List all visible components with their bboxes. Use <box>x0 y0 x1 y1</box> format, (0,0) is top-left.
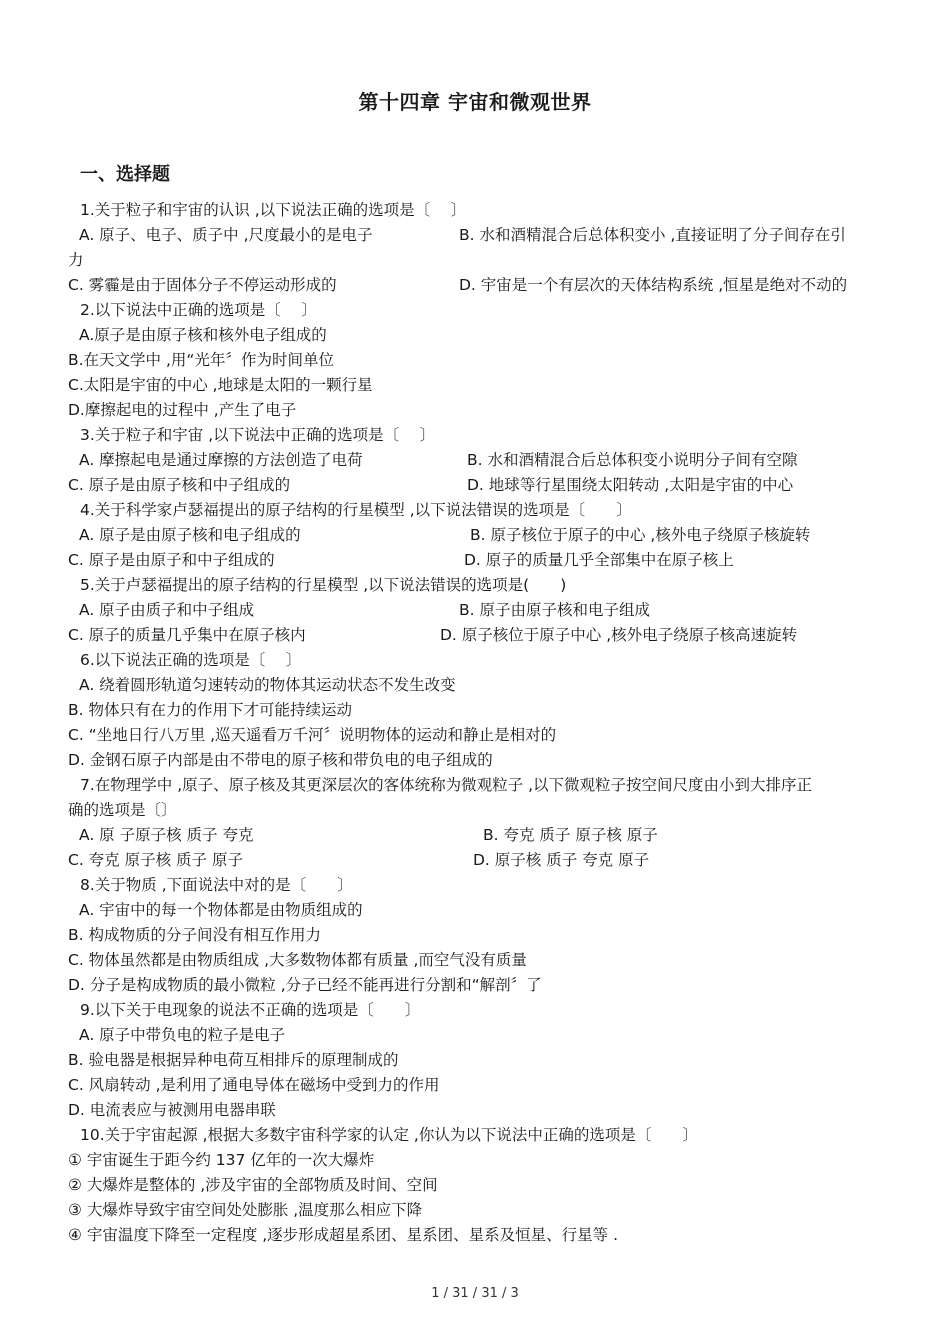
question-3-option-d: D. 地球等行星围绕太阳转动 ,太阳是宇宙的中心 <box>467 476 794 494</box>
page-title: 第十四章 宇宙和微观世界 <box>358 90 592 114</box>
question-4-option-d: D. 原子的质量几乎全部集中在原子核上 <box>464 551 734 569</box>
question-1-option-d: D. 宇宙是一个有层次的天体结构系统 ,恒星是绝对不动的 <box>459 276 848 294</box>
question-9-stem: 9.以下关于电现象的说法不正确的选项是〔 〕 <box>80 1001 421 1019</box>
question-10-item-2: ② 大爆炸是整体的 ,涉及宇宙的全部物质及时间、空间 <box>68 1176 438 1194</box>
question-5-option-b: B. 原子由原子核和电子组成 <box>459 601 650 619</box>
question-10-item-1: ① 宇宙诞生于距今约 137 亿年的一次大爆炸 <box>68 1151 375 1169</box>
question-2-option-a: A.原子是由原子核和核外电子组成的 <box>79 326 327 344</box>
question-5-option-d: D. 原子核位于原子中心 ,核外电子绕原子核高速旋转 <box>440 626 798 644</box>
question-2-option-d: D.摩擦起电的过程中 ,产生了电子 <box>68 401 297 419</box>
question-9-option-a: A. 原子中带负电的粒子是电子 <box>79 1026 286 1044</box>
question-8-stem: 8.关于物质 ,下面说法中对的是〔 〕 <box>80 876 353 894</box>
question-6-stem: 6.以下说法正确的选项是〔 〕 <box>80 651 302 669</box>
question-2-option-b: B.在天文学中 ,用“光年〞作为时间单位 <box>68 351 334 369</box>
question-7-option-c: C. 夸克 原子核 质子 原子 <box>68 851 243 869</box>
question-4-option-b: B. 原子核位于原子的中心 ,核外电子绕原子核旋转 <box>470 526 811 544</box>
question-6-option-a: A. 绕着圆形轨道匀速转动的物体其运动状态不发生改变 <box>79 676 456 694</box>
question-8-option-d: D. 分子是构成物质的最小微粒 ,分子已经不能再进行分割和“解剖〞了 <box>68 976 542 994</box>
question-1-option-b: B. 水和酒精混合后总体积变小 ,直接证明了分子间存在引 <box>459 226 846 244</box>
page-number: 1 / 31 / 31 / 3 <box>431 1286 519 1301</box>
question-3-option-a: A. 摩擦起电是通过摩擦的方法创造了电荷 <box>79 451 363 469</box>
question-1-stem: 1.关于粒子和宇宙的认识 ,以下说法正确的选项是〔 〕 <box>80 201 467 219</box>
question-6-option-c: C. “坐地日行八万里 ,巡天遥看万千河〞说明物体的运动和静止是相对的 <box>68 726 557 744</box>
question-1-option-c: C. 雾霾是由于固体分子不停运动形成的 <box>68 276 337 294</box>
question-4-stem: 4.关于科学家卢瑟福提出的原子结构的行星模型 ,以下说法错误的选项是〔 〕 <box>80 501 632 519</box>
question-3-option-b: B. 水和酒精混合后总体积变小说明分子间有空隙 <box>467 451 798 469</box>
question-5-option-a: A. 原子由质子和中子组成 <box>79 601 255 619</box>
question-10-item-3: ③ 大爆炸导致宇宙空间处处膨胀 ,温度那么相应下降 <box>68 1201 423 1219</box>
question-10-stem: 10.关于宇宙起源 ,根据大多数宇宙科学家的认定 ,你认为以下说法中正确的选项是〔 〕 <box>80 1126 698 1144</box>
question-6-option-b: B. 物体只有在力的作用下才可能持续运动 <box>68 701 352 719</box>
question-10-item-4: ④ 宇宙温度下降至一定程度 ,逐步形成超星系团、星系团、星系及恒星、行星等 . <box>68 1226 619 1244</box>
question-3-stem: 3.关于粒子和宇宙 ,以下说法中正确的选项是〔 〕 <box>80 426 436 444</box>
question-2-stem: 2.以下说法中正确的选项是〔 〕 <box>80 301 317 319</box>
question-7-stem: 7.在物理学中 ,原子、原子核及其更深层次的客体统称为微观粒子 ,以下微观粒子按空间尺度由小到大排序正 <box>80 776 812 794</box>
question-4-option-c: C. 原子是由原子和中子组成的 <box>68 551 275 569</box>
question-7-option-d: D. 原子核 质子 夸克 原子 <box>473 851 650 869</box>
question-7-option-a: A. 原 子原子核 质子 夸克 <box>79 826 254 844</box>
question-7-option-b: B. 夸克 质子 原子核 原子 <box>483 826 658 844</box>
question-8-option-c: C. 物体虽然都是由物质组成 ,大多数物体都有质量 ,而空气没有质量 <box>68 951 527 969</box>
question-2-option-c: C.太阳是宇宙的中心 ,地球是太阳的一颗行星 <box>68 376 373 394</box>
question-1-option-b-continued: 力 <box>68 251 84 269</box>
section-title: 一、选择题 <box>80 164 170 185</box>
question-4-option-a: A. 原子是由原子核和电子组成的 <box>79 526 301 544</box>
question-8-option-b: B. 构成物质的分子间没有相互作用力 <box>68 926 321 944</box>
question-9-option-c: C. 风扇转动 ,是利用了通电导体在磁场中受到力的作用 <box>68 1076 440 1094</box>
question-7-stem-continued: 确的选项是〔〕 <box>68 801 177 819</box>
question-6-option-d: D. 金钢石原子内部是由不带电的原子核和带负电的电子组成的 <box>68 751 493 769</box>
question-1-option-a: A. 原子、电子、质子中 ,尺度最小的是电子 <box>79 226 373 244</box>
question-5-option-c: C. 原子的质量几乎集中在原子核内 <box>68 626 306 644</box>
question-5-stem: 5.关于卢瑟福提出的原子结构的行星模型 ,以下说法错误的选项是( ) <box>80 576 567 594</box>
question-8-option-a: A. 宇宙中的每一个物体都是由物质组成的 <box>79 901 363 919</box>
question-9-option-d: D. 电流表应与被测用电器串联 <box>68 1101 276 1119</box>
question-9-option-b: B. 验电器是根据异种电荷互相排斥的原理制成的 <box>68 1051 399 1069</box>
question-3-option-c: C. 原子是由原子核和中子组成的 <box>68 476 291 494</box>
